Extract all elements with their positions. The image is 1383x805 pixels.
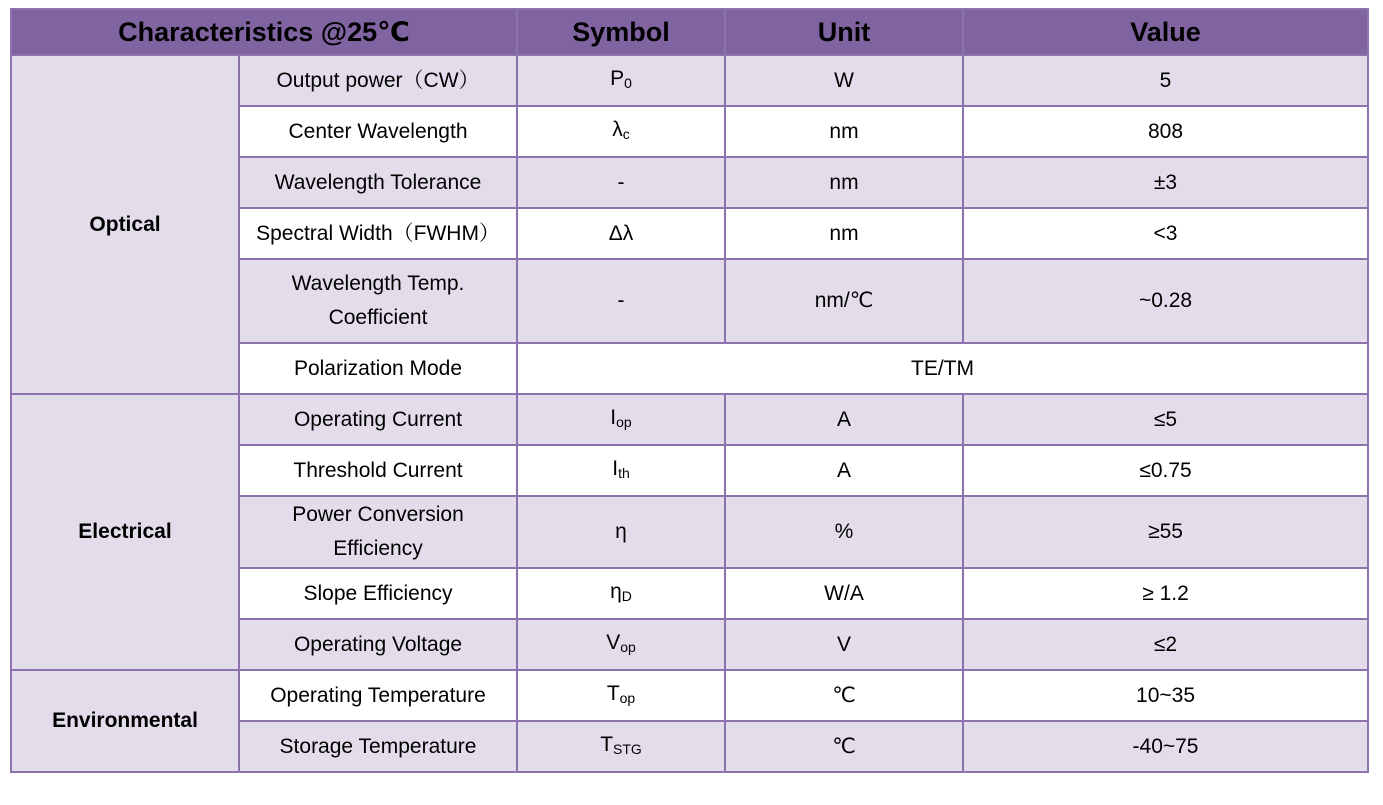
value-cell: ~0.28 <box>963 259 1368 343</box>
symbol-cell: $\eta_D$ <box>517 568 725 619</box>
unit-cell: % <box>725 496 963 568</box>
characteristic-name: Operating Current <box>239 394 517 445</box>
table-row <box>11 394 1368 445</box>
value-cell: ≤2 <box>963 619 1368 670</box>
value-cell: ≤5 <box>963 394 1368 445</box>
characteristic-name: Power Conversion Efficiency <box>239 496 517 568</box>
group-electrical: Electrical <box>11 394 239 670</box>
specifications-table <box>10 8 1369 773</box>
value-cell: 808 <box>963 106 1368 157</box>
value-cell: ≤0.75 <box>963 445 1368 496</box>
header-characteristics: Characteristics @25℃ <box>11 9 517 55</box>
header-symbol: Symbol <box>517 9 725 55</box>
symbol-cell: $T_{STG}$ <box>517 721 725 772</box>
characteristic-name: Operating Temperature <box>239 670 517 721</box>
header-row <box>11 9 1368 55</box>
unit-cell: nm <box>725 106 963 157</box>
symbol-cell: Δλ <box>517 208 725 259</box>
characteristic-name: Storage Temperature <box>239 721 517 772</box>
characteristic-name: Polarization Mode <box>239 343 517 394</box>
unit-cell: ℃ <box>725 721 963 772</box>
unit-cell: nm <box>725 208 963 259</box>
symbol-cell: $T_{op}$ <box>517 670 725 721</box>
unit-cell: nm/℃ <box>725 259 963 343</box>
value-cell: ≥55 <box>963 496 1368 568</box>
symbol-cell: η <box>517 496 725 568</box>
symbol-cell: $I_{op}$ <box>517 394 725 445</box>
symbol-cell: $P_0$ <box>517 55 725 106</box>
symbol-cell: $I_{th}$ <box>517 445 725 496</box>
value-cell: 5 <box>963 55 1368 106</box>
characteristic-name: Threshold Current <box>239 445 517 496</box>
characteristic-name: Spectral Width（FWHM） <box>239 208 517 259</box>
unit-cell: W <box>725 55 963 106</box>
value-cell: ±3 <box>963 157 1368 208</box>
merged-value-cell: TE/TM <box>517 343 1368 394</box>
unit-cell: A <box>725 394 963 445</box>
characteristic-name: Operating Voltage <box>239 619 517 670</box>
symbol-cell: $\lambda_c$ <box>517 106 725 157</box>
symbol-cell: $V_{op}$ <box>517 619 725 670</box>
characteristic-name: Center Wavelength <box>239 106 517 157</box>
table-row <box>11 55 1368 106</box>
unit-cell: W/A <box>725 568 963 619</box>
group-optical: Optical <box>11 55 239 394</box>
value-cell: -40~75 <box>963 721 1368 772</box>
table-row <box>11 670 1368 721</box>
characteristic-name: Slope Efficiency <box>239 568 517 619</box>
characteristic-name: Output power（CW） <box>239 55 517 106</box>
header-unit: Unit <box>725 9 963 55</box>
value-cell: 10~35 <box>963 670 1368 721</box>
symbol-cell: - <box>517 259 725 343</box>
header-value: Value <box>963 9 1368 55</box>
characteristic-name: Wavelength Temp. Coefficient <box>239 259 517 343</box>
value-cell: <3 <box>963 208 1368 259</box>
group-environmental: Environmental <box>11 670 239 772</box>
unit-cell: V <box>725 619 963 670</box>
unit-cell: nm <box>725 157 963 208</box>
unit-cell: ℃ <box>725 670 963 721</box>
symbol-cell: - <box>517 157 725 208</box>
characteristic-name: Wavelength Tolerance <box>239 157 517 208</box>
unit-cell: A <box>725 445 963 496</box>
value-cell: ≥ 1.2 <box>963 568 1368 619</box>
